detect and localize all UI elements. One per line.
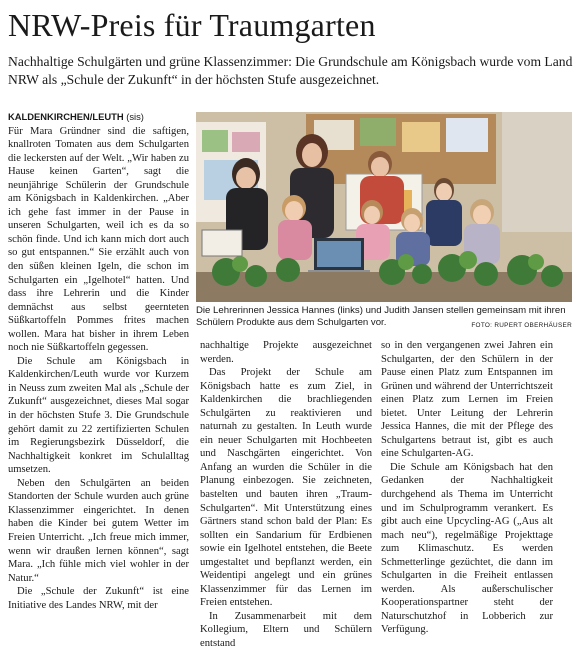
paragraph: Neben den Schulgärten an beiden Standorten der Schule wurden auch grüne Klassenzimmer eingerichtet. In denen haben die Kinder bei gutem Wetter im Freien Unterricht. „Ich freue mich immer, wenn wir draußen lernen können“, sagt Mara. „Ich fühle mich viel wohler in der Natur.“ bbox=[8, 477, 189, 584]
paragraph: Für Mara Gründner sind die saftigen, knallroten Tomaten aus dem Schulgarten die leckersten auf der Welt. „Wir haben zu Hause keinen Garten“, sagt die neunjährige Schülerin der Grundschule am Königsbach in Kaldenkirchen. „Aber ich gehe fast immer in der Pause in unseren Schulgarten, weil ich es da so schön finde. Und ich kann mich dort auch so gut entspannen.“ Sie erzählt auch von den süßen kleinen Igeln, die schon im Schulgarten ein „Igelhotel“ hatten. Und dass ihre Lehrerin und die Kinder demnächst aus selbst geernteten Süßkartoffeln Pommes frites machen wollen. Mara hat bisher in ihrem Leben noch nie Süßkartoffeln gegessen. bbox=[8, 125, 189, 354]
dateline: KALDENKIRCHEN/LEUTH bbox=[8, 111, 124, 122]
lead-paragraph: Nachhaltige Schulgärten und grüne Klassenzimmer: Die Grundschule am Königsbach wurde vom Land NRW als „Schule der Zukunft“ in der höchsten Stufe ausgezeichnet. bbox=[8, 54, 573, 87]
paragraph: so in den vergangenen zwei Jahren ein Schulgarten, der den Schülern in der Pause einen Platz zum Entspannen im Grünen und während der Unterrichtszeit einen Platz zum Lernen im Freien bietet. Unter Leitung der Lehrerin Jessica Hannes, die mit der Pflege des Schulgartens betraut ist, gibt es auch eine Schulgarten-AG. bbox=[381, 340, 553, 460]
headline: NRW-Preis für Traumgarten bbox=[8, 7, 376, 43]
paragraph bbox=[8, 110, 189, 125]
article-photo bbox=[196, 112, 572, 302]
paragraph: Die „Schule der Zukunft“ ist eine Initiative des Landes NRW, mit der bbox=[8, 586, 189, 611]
paragraph: In Zusammenarbeit mit dem Kollegium, Eltern und Schülern entstand bbox=[200, 610, 372, 650]
paragraph: nachhaltige Projekte ausgezeichnet werden. bbox=[200, 340, 372, 365]
article-column-1 bbox=[8, 110, 189, 612]
article-column-3 bbox=[381, 339, 553, 637]
photo-caption bbox=[196, 305, 572, 331]
caption-text: Die Lehrerinnen Jessica Hannes (links) und Judith Jansen stellen gemeinsam mit ihren Schülern Produkte aus dem Schulgarten vor. bbox=[196, 305, 566, 328]
photo-illustration bbox=[196, 112, 572, 302]
photo-credit: FOTO: RUPERT OBERHÄUSER bbox=[471, 321, 572, 329]
paragraph: Das Projekt der Schule am Königsbach hatte es zum Ziel, in Kaldenkirchen die brachliegenden Schulgärten zu reaktivieren und naturnah zu gestalten. In Leuth wurde ein neuer Schulgarten mit Hochbeeten und Naschgärten eingerichtet. Von Anfang an wurden die Schüler in die Planung einbezogen. Sie zeichneten, bastelten und bauten ihren „Traum-Schulgarten“. Mit Unterstützung eines Gärtners stand schon bald der Plan: Es sollten ein Sandarium für Erdbienen sowie ein Igelhotel entstehen, die Beete umgestaltet und bepflanzt werden, ein Weidentipi angelegt und ein grünes Klassenzimmer für das Lernen im Freien entstehen. bbox=[200, 367, 372, 609]
paragraph: Die Schule am Königsbach in Kaldenkirchen/Leuth wurde vor Kurzem in Neuss zum zweiten Mal als „Schule der Zukunft“ ausgezeichnet, dieses Mal sogar in der höchsten Stufe 3. Die Grundschule gehört damit zu 22 zertifizierten Schulen im Regierungsbezirk Düsseldorf, die Nachhaltigkeit konkret im Schulalltag umsetzen. bbox=[8, 355, 189, 476]
paragraph: Die Schule am Königsbach hat den Gedanken der Nachhaltigkeit durchgehend als Thema im Unterricht und im Schulprogramm verankert. Es gibt auch eine Upcycling-AG („Aus alt mach neu“), regelmäßige Projekttage zum Klimaschutz. Es werden Schmetterlinge gezüchtet, die dann im Schulgarten in die Freiheit entlassen werden. Als außerschulischer Kooperationspartner steht der Naturschutzhof in Lobberich zur Verfügung. bbox=[381, 461, 553, 636]
dateline-source: (sis) bbox=[123, 111, 144, 122]
article-column-2 bbox=[200, 339, 372, 651]
